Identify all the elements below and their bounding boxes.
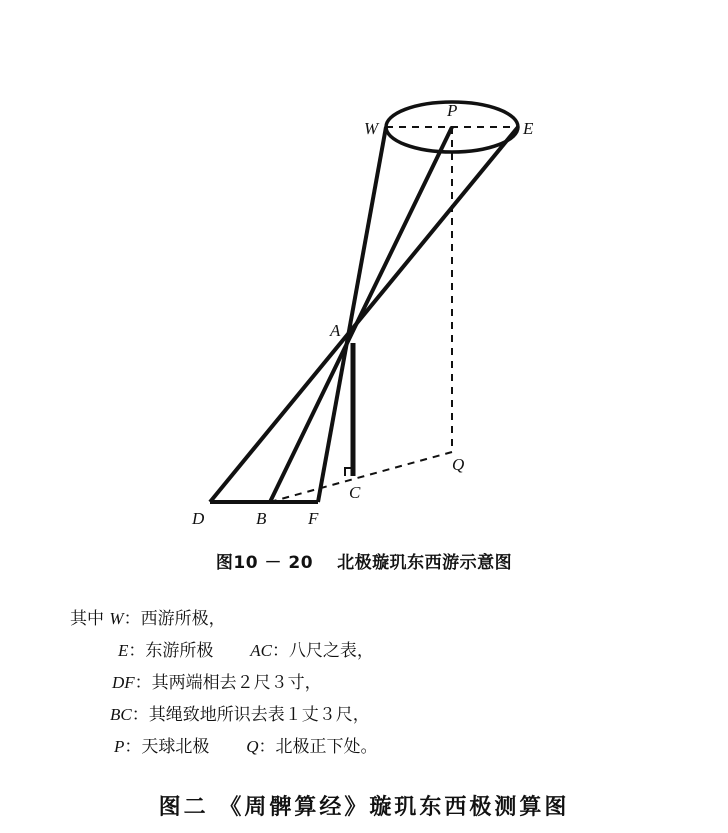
legend-var: W bbox=[109, 609, 124, 628]
label-E: E bbox=[523, 119, 534, 138]
label-P: P bbox=[447, 101, 458, 120]
figure-number: 图10 － 20 bbox=[215, 553, 314, 573]
label-B: B bbox=[256, 509, 267, 528]
legend-desc: ：天球北极 bbox=[124, 737, 210, 757]
legend-var: E bbox=[118, 641, 129, 660]
legend-row bbox=[70, 699, 377, 731]
legend-var: Q bbox=[246, 737, 259, 756]
label-W: W bbox=[364, 119, 379, 138]
legend-row bbox=[70, 603, 377, 635]
legend-intro: 其中 bbox=[70, 609, 104, 629]
legend-row bbox=[70, 731, 377, 763]
label-C: C bbox=[349, 483, 361, 502]
figure-caption bbox=[0, 548, 728, 573]
legend-desc: ：北极正下处。 bbox=[258, 737, 378, 757]
line-ED bbox=[210, 127, 518, 502]
legend-row bbox=[70, 667, 377, 699]
legend-var: DF bbox=[112, 673, 135, 692]
line-QB-dashed bbox=[270, 452, 452, 502]
legend-var: AC bbox=[250, 641, 272, 660]
figure-title: 北极璇玑东西游示意图 bbox=[337, 553, 513, 573]
legend-desc: ：东游所极 bbox=[128, 641, 214, 661]
label-F: F bbox=[308, 509, 319, 528]
line-PB bbox=[270, 127, 452, 502]
legend-desc: ：其绳致地所识去表１丈３尺， bbox=[131, 705, 370, 725]
label-D: D bbox=[192, 509, 205, 528]
legend bbox=[70, 603, 377, 763]
legend-var: BC bbox=[110, 705, 132, 724]
legend-row bbox=[70, 635, 377, 667]
legend-var: P bbox=[114, 737, 125, 756]
legend-desc: ：西游所极， bbox=[123, 609, 226, 629]
label-Q: Q bbox=[452, 455, 465, 474]
legend-desc: ：其两端相去２尺３寸， bbox=[134, 673, 322, 693]
legend-desc: ：八尺之表， bbox=[271, 641, 374, 661]
bottom-title: 图二 《周髀算经》璇玑东西极测算图 bbox=[158, 795, 570, 820]
label-A: A bbox=[330, 321, 341, 340]
